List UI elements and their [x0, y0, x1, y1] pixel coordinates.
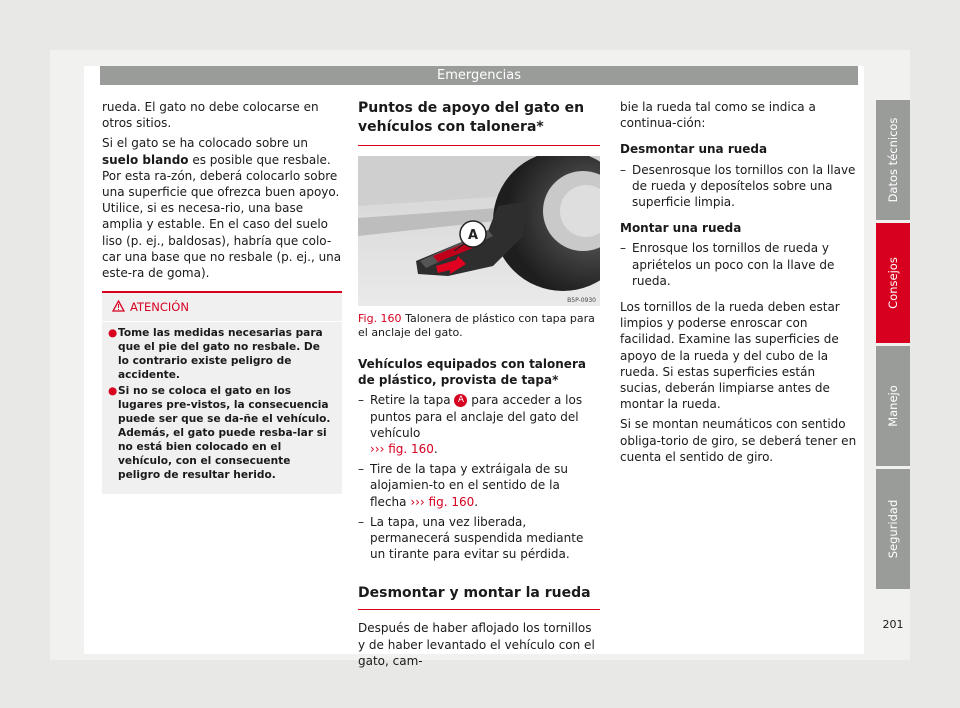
- paragraph: Si el gato se ha colocado sobre un suelo blando es posible que resbale. Por esta ra-zón, deberá colocarlo sobre una superficie que ofrezca buen apoyo. Utilice, si es necesa-rio, una base amplia y estable. En el caso del suelo liso (p. ej., baldosas), habría que colo-car una base que no resbale (p. ej., una este-ra de goma).: [102, 136, 342, 281]
- figure-link[interactable]: ››› fig. 160: [410, 494, 475, 509]
- paragraph: Después de haber aflojado los tornillos y de haber levantado el vehículo con el gato, cam-: [358, 621, 595, 668]
- step: – Desenrosque los tornillos con la llave de rueda y deposítelos sobre una superficie limpia.: [620, 162, 856, 210]
- paragraph: rueda. El gato no debe colocarse en otros sitios.: [102, 100, 319, 131]
- step: – Retire la tapa A para acceder a los puntos para el anclaje del gato del vehículo ››› fig. 160.: [358, 393, 583, 457]
- warning-item: ● Si no se coloca el gato en los lugares pre-vistos, la consecuencia puede ser que se da-ñe el vehículo. Además, el gato puede resba-lar si no está bien colocado en el vehículo, con el consecuente peligro de resultar herido.: [108, 385, 331, 482]
- subheading: Montar una rueda: [620, 221, 742, 236]
- figure-caption: Fig. 160 Talonera de plástico con tapa para el anclaje del gato.: [358, 312, 595, 339]
- tab-consejos[interactable]: Consejos: [876, 223, 910, 343]
- car-sill-illustration: [358, 156, 600, 306]
- section-header: Emergencias: [100, 66, 858, 85]
- step: – Enrosque los tornillos de rueda y apriételos un poco con la llave de rueda.: [620, 241, 835, 288]
- paragraph: Los tornillos de la rueda deben estar limpios y poderse enroscar con facilidad. Examine las superficies de apoyo de la rueda y del cubo de la rueda. Si estas superficies están sucias, deberán limpiarse antes de montar la rueda.: [620, 300, 840, 412]
- warning-body: [102, 321, 342, 494]
- warning-title: ATENCIÓN: [130, 300, 189, 315]
- label-a-icon: A: [454, 394, 467, 407]
- paragraph: bie la rueda tal como se indica a continua-ción:: [620, 100, 816, 131]
- figure-label-a: A: [467, 228, 479, 243]
- warning-item: ● Tome las medidas necesarias para que el pie del gato no resbale. De lo contrario existe peligro de accidente.: [108, 327, 323, 382]
- column-1: [102, 99, 342, 494]
- warning-triangle-icon: [112, 300, 125, 312]
- section-title: Desmontar y montar la rueda: [358, 584, 600, 610]
- paragraph: Si se montan neumáticos con sentido obliga-torio de giro, se deberá tener en cuenta el sentido de giro.: [620, 417, 857, 464]
- step: – La tapa, una vez liberada, permanecerá suspendida mediante un tirante para evitar su pérdida.: [358, 514, 584, 562]
- tab-seguridad[interactable]: Seguridad: [876, 469, 910, 589]
- step: – Tire de la tapa y extráigala de su alojamien-to en el sentido de la flecha ››› fig. 160.: [358, 462, 568, 509]
- warning-box: [102, 291, 342, 494]
- figure-code: B5P-0930: [567, 297, 596, 304]
- bullet-icon: ●: [108, 327, 118, 340]
- sidebar-tabs: [876, 100, 910, 592]
- tab-datos-tecnicos[interactable]: Datos técnicos: [876, 100, 910, 220]
- column-3: [620, 99, 860, 469]
- page-number: 201: [882, 618, 904, 631]
- warning-header: [102, 293, 342, 321]
- tab-manejo[interactable]: Manejo: [876, 346, 910, 466]
- bullet-icon: ●: [108, 385, 118, 398]
- figure-link[interactable]: ››› fig. 160: [370, 442, 434, 457]
- section-title: Puntos de apoyo del gato en vehículos con talonera*: [358, 99, 600, 146]
- figure-160: [358, 156, 600, 306]
- subheading: Vehículos equipados con talonera de plástico, provista de tapa*: [358, 357, 586, 388]
- column-2: [358, 99, 600, 673]
- subheading: Desmontar una rueda: [620, 142, 768, 157]
